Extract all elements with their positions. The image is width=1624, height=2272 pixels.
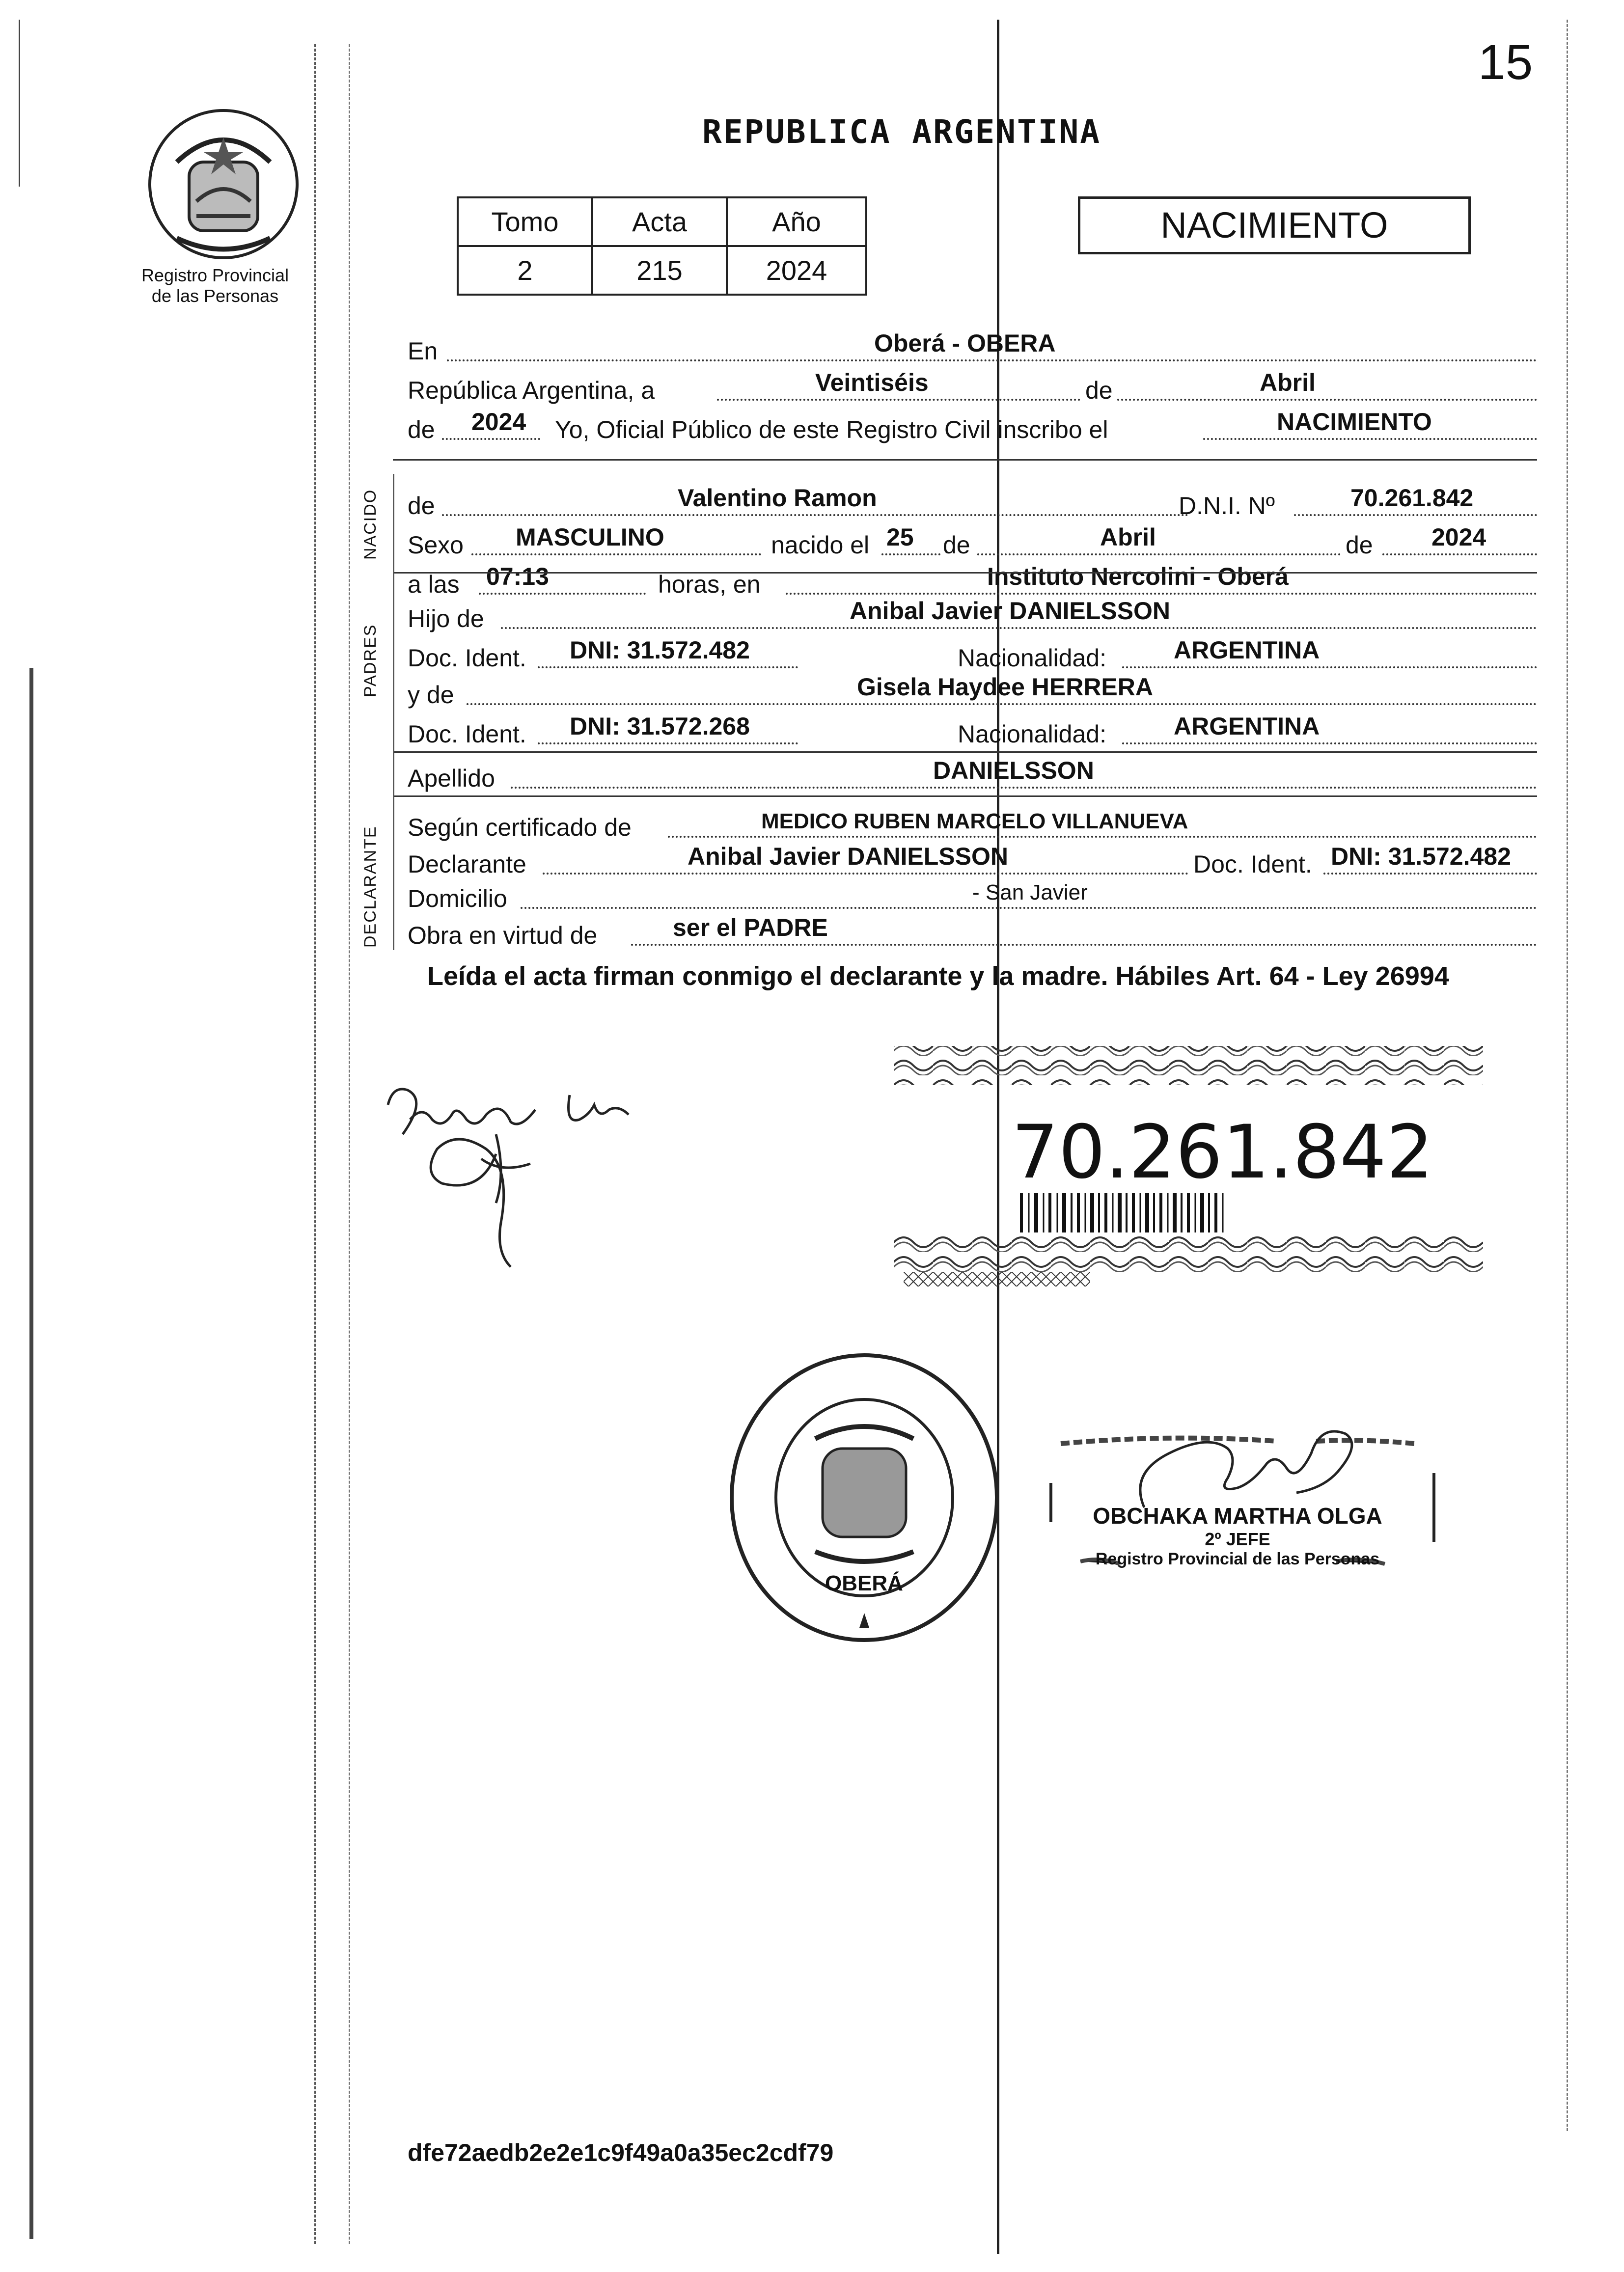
- logo-caption-line-2: de las Personas: [151, 286, 279, 306]
- line-hora: [408, 562, 1537, 602]
- section-divider: [393, 474, 394, 950]
- line-father-doc: [408, 636, 1537, 675]
- value-dni: 70.261.842: [1350, 484, 1474, 512]
- label-alas: a las: [408, 571, 460, 598]
- rule-4: [393, 795, 1537, 797]
- line-mother-doc: [408, 712, 1537, 751]
- logo-caption-line-1: Registro Provincial: [141, 265, 289, 285]
- value-en: Oberá - OBERA: [874, 329, 1056, 357]
- label-doc: Doc. Ident.: [408, 644, 526, 672]
- label-nac-2: Nacionalidad:: [958, 720, 1106, 748]
- label-de2: de: [408, 416, 435, 443]
- value-apellido: DANIELSSON: [933, 757, 1094, 784]
- value-mother-nat: ARGENTINA: [1174, 712, 1320, 740]
- label-de4: de: [1346, 531, 1373, 559]
- label-sexo: Sexo: [408, 531, 464, 559]
- province-coat-of-arms-icon: [142, 103, 304, 265]
- section-label-declarante: DECLARANTE: [361, 825, 380, 948]
- rule-3: [393, 751, 1537, 753]
- value-sexo: MASCULINO: [516, 523, 664, 551]
- declarant-signature: [383, 1075, 697, 1291]
- dots: [479, 593, 646, 595]
- official-stamp: [712, 1341, 1017, 1645]
- label-dni: D.N.I. Nº: [1179, 492, 1275, 520]
- registrar-role: 2º JEFE: [1205, 1529, 1270, 1549]
- label-nacido: nacido el: [771, 531, 870, 559]
- register-table: [457, 196, 867, 296]
- rule-1: [393, 459, 1537, 461]
- registrar-block: [1046, 1503, 1429, 1569]
- label-domicilio: Domicilio: [408, 885, 507, 912]
- dots: [511, 787, 1537, 789]
- header-anio: Año: [727, 197, 866, 246]
- label-en: En: [408, 337, 438, 365]
- line-apellido: [408, 756, 1537, 795]
- header-acta: Acta: [592, 197, 727, 246]
- dots: [668, 836, 1537, 838]
- dots: [442, 438, 540, 440]
- value-cert: MEDICO RUBEN MARCELO VILLANUEVA: [761, 809, 1188, 833]
- value-birth-month: Abril: [1100, 523, 1156, 551]
- label-de3: de: [943, 531, 970, 559]
- dots: [538, 666, 798, 668]
- value-month: Abril: [1260, 369, 1316, 396]
- register-header-row: [458, 197, 866, 246]
- line-en: [408, 329, 1537, 368]
- value-time: 07:13: [486, 563, 549, 590]
- document-hash-code: dfe72aedb2e2e1c9f49a0a35ec2cdf79: [408, 2139, 834, 2166]
- section-label-nacido: NACIDO: [361, 489, 380, 560]
- line-yo: [408, 408, 1537, 447]
- value-year: 2024: [471, 408, 526, 436]
- line-domicilio: [408, 876, 1537, 916]
- registrar-name: OBCHAKA MARTHA OLGA: [1093, 1503, 1382, 1529]
- label-hijo: Hijo de: [408, 605, 484, 632]
- dots: [501, 627, 1537, 629]
- page-number: 15: [1478, 35, 1533, 90]
- value-tomo: 2: [458, 246, 592, 295]
- dots: [521, 907, 1537, 909]
- value-birth-year: 2024: [1431, 523, 1486, 551]
- dots: [977, 553, 1341, 555]
- dots: [1203, 438, 1537, 440]
- act-type-box: NACIMIENTO: [1078, 196, 1471, 254]
- label-name-de: de: [408, 492, 435, 520]
- dots: [1294, 514, 1537, 516]
- label-apellido: Apellido: [408, 765, 495, 792]
- label-doc-2: Doc. Ident.: [408, 720, 526, 748]
- value-day: Veintiséis: [815, 369, 929, 396]
- document-title: REPUBLICA ARGENTINA: [702, 113, 1101, 151]
- dots: [1117, 399, 1537, 401]
- closing-statement: Leída el acta firman conmigo el declarante y la madre. Hábiles Art. 64 - Ley 26994: [427, 961, 1449, 991]
- value-birth-day: 25: [886, 523, 914, 551]
- line-cert: [408, 805, 1537, 845]
- label-horas: horas, en: [658, 571, 761, 598]
- value-anio: 2024: [727, 246, 866, 295]
- registrar-office: Registro Provincial de las Personas: [1095, 1550, 1380, 1568]
- line-hijo: [408, 597, 1537, 636]
- line-obra: [408, 913, 1537, 953]
- value-name: Valentino Ramon: [678, 484, 877, 512]
- dots: [447, 359, 1537, 361]
- label-nac: Nacionalidad:: [958, 644, 1106, 672]
- line-name: [408, 484, 1537, 523]
- dots: [881, 553, 940, 555]
- section-label-padres: PADRES: [361, 624, 380, 697]
- line-declarante: [408, 842, 1537, 881]
- value-father-nat: ARGENTINA: [1174, 636, 1320, 664]
- value-act: NACIMIENTO: [1277, 408, 1432, 436]
- label-republica: República Argentina, a: [408, 377, 655, 404]
- line-republica: [408, 368, 1537, 408]
- value-mother: Gisela Haydee HERRERA: [857, 673, 1154, 701]
- left-margin-rule-2: [29, 668, 33, 2239]
- right-margin-rule: [1567, 20, 1568, 2131]
- inner-margin-rule: [314, 44, 316, 2244]
- value-declarante-doc: DNI: 31.572.482: [1331, 843, 1511, 870]
- value-domicilio: - San Javier: [972, 880, 1088, 904]
- dots: [467, 703, 1537, 705]
- line-mother: [408, 673, 1537, 712]
- dots: [471, 553, 761, 555]
- label-yo: Yo, Oficial Público de este Registro Civil inscribo el: [555, 416, 1108, 443]
- dots: [543, 873, 1188, 875]
- label-de: de: [1085, 377, 1113, 404]
- dots: [786, 593, 1537, 595]
- dots: [717, 399, 1080, 401]
- header-tomo: Tomo: [458, 197, 592, 246]
- stamp-city: OBERÁ: [825, 1571, 903, 1595]
- dni-sticker-number: 70.261.842: [1012, 1110, 1433, 1195]
- left-margin-rule: [19, 20, 20, 187]
- value-acta: 215: [592, 246, 727, 295]
- label-obra: Obra en virtud de: [408, 922, 598, 949]
- value-declarante: Anibal Javier DANIELSSON: [688, 843, 1008, 870]
- rule-2: [393, 572, 1537, 574]
- inner-margin-rule-2: [349, 44, 350, 2244]
- value-father-doc: DNI: 31.572.482: [570, 636, 750, 664]
- dots: [1122, 666, 1537, 668]
- dots: [1323, 873, 1537, 875]
- register-value-row: [458, 246, 866, 295]
- label-cert: Según certificado de: [408, 814, 632, 841]
- value-father: Anibal Javier DANIELSSON: [850, 597, 1170, 625]
- barcode: [1021, 1193, 1223, 1232]
- dots: [631, 944, 1537, 946]
- label-declarante: Declarante: [408, 850, 526, 878]
- label-yde: y de: [408, 681, 454, 709]
- label-declarante-doc: Doc. Ident.: [1193, 850, 1312, 878]
- dots: [1122, 742, 1537, 744]
- dots: [442, 514, 1188, 516]
- logo-caption: [132, 265, 299, 306]
- dots: [538, 742, 798, 744]
- value-place: Instituto Nercolini - Oberá: [987, 563, 1289, 590]
- dots: [1382, 553, 1537, 555]
- line-sexo: [408, 523, 1537, 562]
- value-obra: ser el PADRE: [673, 914, 828, 941]
- value-mother-doc: DNI: 31.572.268: [570, 712, 750, 740]
